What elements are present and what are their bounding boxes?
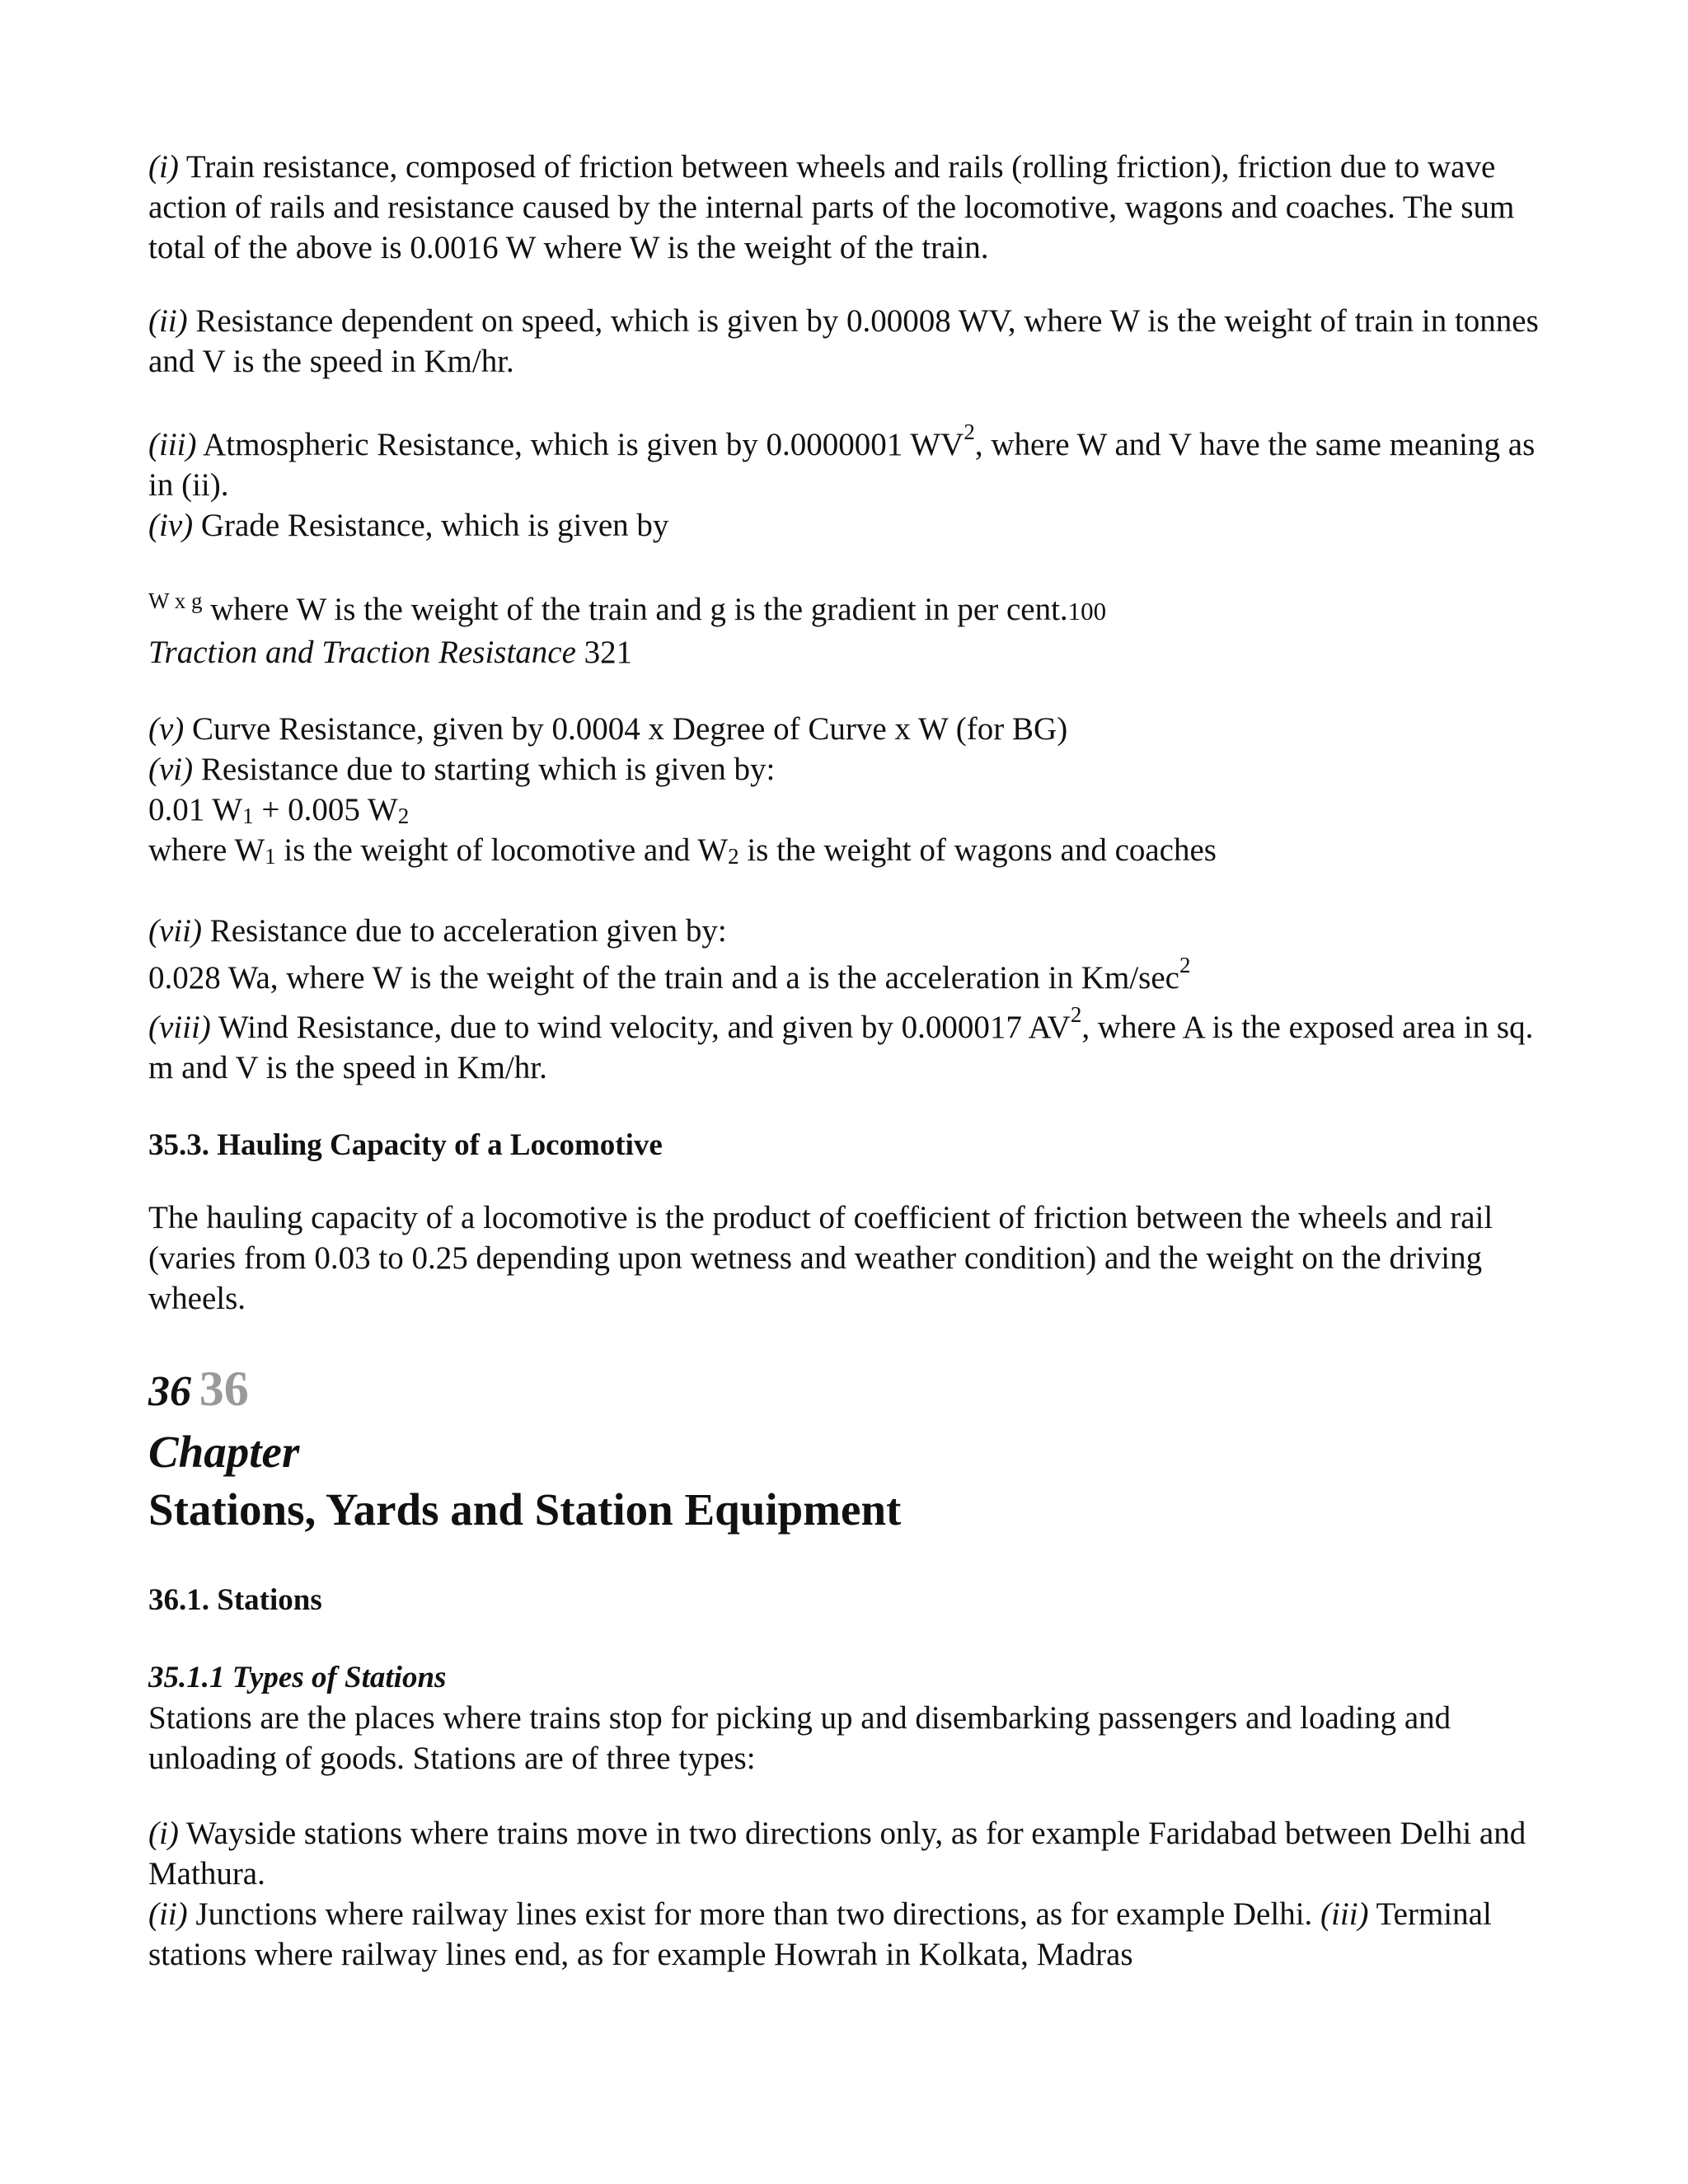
chapter-title: Stations, Yards and Station Equipment [148, 1484, 902, 1535]
superscript: 2 [964, 419, 975, 444]
section-heading-35-3: 35.3. Hauling Capacity of a Locomotive [148, 1128, 663, 1162]
item-text-continued: , where W and V have the same meaning as in (ii). [148, 427, 1536, 503]
subscript: 2 [728, 844, 739, 869]
item-text: Atmospheric Resistance, which is given by 0.0000001 WV [203, 427, 964, 462]
item-label: (ii) [148, 303, 188, 339]
item-label: (v) [148, 711, 185, 747]
item-text: Resistance dependent on speed, which is given by 0.00008 WV, where W is the weight of train in tonnes and V is the speed in Km/hr. [148, 303, 1539, 379]
formula-text: + 0.005 W [253, 792, 398, 827]
section-heading-36-1: 36.1. Stations [148, 1583, 322, 1617]
paragraph-atmospheric-resistance [148, 419, 1550, 546]
item-label: (vii) [148, 913, 202, 949]
chapter-number [148, 1360, 1550, 1424]
formula-text: 0.01 W [148, 792, 243, 827]
formula-text: where W is the weight of the train and g is the gradient in per cent. [210, 592, 1068, 627]
item-text: Grade Resistance, which is given by [200, 508, 669, 543]
item-text: Train resistance, composed of friction between wheels and rails (rolling friction), friction due to wave action of rails and resistance caused by the internal parts of the locomotive, wagons and coaches. The sum total of the above is 0.0016 W where W is the weight of the train. [148, 149, 1515, 265]
running-header-title: Traction and Traction Resistance [148, 635, 576, 670]
chapter-number-italic: 36 [148, 1368, 191, 1415]
formula-denominator: 100 [1067, 597, 1107, 626]
formula-text: where W [148, 832, 265, 868]
paragraph-train-resistance [148, 147, 1550, 268]
paragraph-acceleration-resistance [148, 911, 1550, 951]
item-label: (iii) [148, 427, 197, 462]
subscript: 1 [242, 804, 254, 828]
superscript: 2 [1070, 1002, 1082, 1027]
item-label: (i) [148, 149, 179, 185]
item-label: (vi) [148, 752, 194, 787]
acceleration-formula-line [148, 953, 1550, 998]
item-label: (i) [148, 1816, 179, 1851]
item-text: Resistance due to acceleration given by: [209, 913, 727, 949]
formula-text: is the weight of locomotive and W [275, 832, 729, 868]
superscript: 2 [1179, 953, 1191, 977]
item-text: Wayside stations where trains move in two directions only, as for example Faridabad between Delhi and Mathura. [148, 1816, 1526, 1891]
item-label: (ii) [148, 1896, 188, 1932]
subsection-heading: 35.1.1 Types of Stations [148, 1661, 447, 1694]
chapter-label: Chapter [148, 1427, 300, 1477]
formula-text: is the weight of wagons and coaches [738, 832, 1217, 868]
grade-formula-line [148, 589, 1550, 633]
item-text: Curve Resistance, given by 0.0004 x Degree of Curve x W (for BG) [192, 711, 1068, 747]
subscript: 2 [397, 804, 410, 828]
chapter-number-grey: 36 [199, 1361, 249, 1416]
paragraph-wind-resistance [148, 1002, 1550, 1088]
item-text: Resistance due to starting which is given by: [200, 752, 776, 787]
running-header-page: 321 [584, 635, 633, 670]
item-label: (iii) [1320, 1896, 1369, 1932]
item-text-continued: , where A is the exposed area in sq. m and V is the speed in Km/hr. [148, 1010, 1534, 1085]
paragraph-curve-starting-resistance [148, 709, 1550, 870]
paragraph-speed-resistance [148, 301, 1550, 382]
types-of-stations [148, 1657, 1550, 1779]
item-text: Terminal stations where railway lines end, as for example Howrah in Kolkata, Madras [148, 1896, 1492, 1972]
section-body-35-3: The hauling capacity of a locomotive is the product of coefficient of friction between the wheels and rail (varies from 0.03 to 0.25 depending upon wetness and weather condition) and the weight on the driving wheels. [148, 1200, 1493, 1316]
item-text: Wind Resistance, due to wind velocity, and given by 0.000017 AV [218, 1010, 1071, 1045]
subscript: 1 [265, 844, 276, 869]
formula-numerator: W x g [148, 588, 203, 613]
item-label: (iv) [148, 508, 194, 543]
station-types-list [148, 1813, 1550, 1975]
item-text: Junctions where railway lines exist for more than two directions, as for example Delhi. [195, 1896, 1313, 1932]
item-label: (viii) [148, 1010, 211, 1045]
subsection-intro: Stations are the places where trains stop for picking up and disembarking passengers and loading and unloading of goods. Stations are of three types: [148, 1700, 1451, 1776]
running-header [148, 632, 1550, 673]
formula-text: 0.028 Wa, where W is the weight of the train and a is the acceleration in Km/sec [148, 960, 1179, 996]
